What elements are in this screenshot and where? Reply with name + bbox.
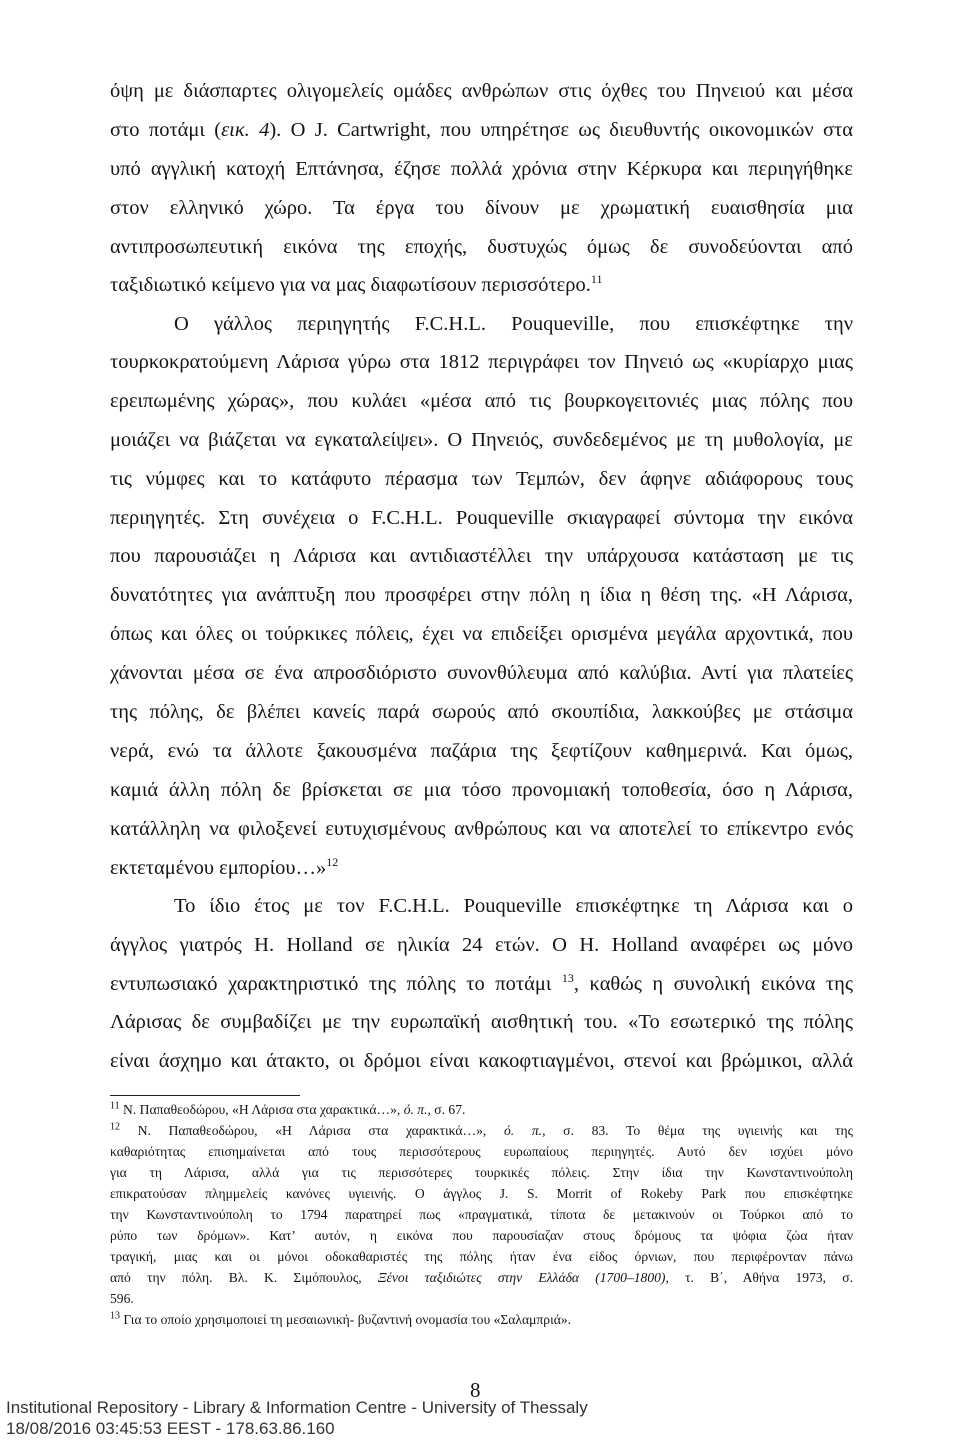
body-line-25: Λάρισας δε συμβαδίζει με την ευρωπαϊκή αισθητική του. «Το εσωτερικό της πόλης [110,1011,853,1033]
body-line-12: περιηγητές. Στη συνέχεια ο F.C.H.L. Pouqueville σκιαγραφεί σύντομα την εικόνα [110,507,853,529]
body-line-2: στο ποτάμι (εικ. 4). Ο J. Cartwright, που υπηρέτησε ως διευθυντής οικονομικών στα [110,119,854,141]
body-line-23: άγγλος γιατρός H. Holland σε ηλικία 24 ετών. Ο H. Holland αναφέρει ως μόνο [110,934,853,956]
body-line-18: νερά, ενώ τα άλλοτε ξακουσμένα παζάρια της ξεφτίζουν καθημερινά. Και όμως, [110,740,853,762]
body-line-7: Ο γάλλος περιηγητής F.C.H.L. Pouqueville, που επισκέφτηκε την [174,313,853,335]
footnote-12-line-5: την Κωνσταντινούπολη το 1794 παρατηρεί πως «πραγματικά, τίποτα δε μετακινούν οι Τούρκοι από το [110,1207,853,1222]
footnote-12-line-3: για τη Λάρισα, αλλά για τις περισσότερες τουρκικές πόλεις. Στην ίδια την Κωνσταντινούπολη [110,1165,853,1180]
body-line-5: αντιπροσωπευτική εικόνα της εποχής, δυστυχώς όμως δε συνοδεύονται από [110,236,853,258]
body-line-17: της πόλης, δε βλέπει κανείς παρά σωρούς από σκουπίδια, λακκούβες με στάσιμα [110,701,853,723]
page-number: 8 [470,1378,481,1402]
footnote-11: $^{11}$ Ν. Παπαθεοδώρου, «Η Λάρισα στα χαρακτικά…», ό. π., σ. 67. [110,1100,466,1117]
body-line-24: εντυπωσιακό χαρακτηριστικό της πόλης το ποτάμι $^{13}$, καθώς η συνολική εικόνα της [110,971,853,995]
footnote-12-line-6: ρύπο των δρόμων». Κατ’ αυτόν, η εικόνα που παρουσίαζαν στους δρόμους τα ψόφια ζώα ήταν [110,1228,853,1243]
book-title: Ξένοι ταξιδιώτες στην Ελλάδα (1700–1800) [377,1270,666,1285]
body-line-8: τουρκοκρατούμενη Λάρισα γύρω στα 1812 περιγράφει τον Πηνειό ως «κυρίαρχο μιας [110,351,853,373]
body-line-22: Το ίδιο έτος με τον F.C.H.L. Pouqueville επισκέφτηκε τη Λάρισα και ο [174,895,853,917]
footnote-12-line-9: 596. [110,1291,134,1306]
body-line-6: ταξιδιωτικό κείμενο για να μας διαφωτίσουν περισσότερο.$^{11}$ [110,272,603,296]
footnote-ref-12: 12 [326,855,339,870]
body-line-4: στον ελληνικό χώρο. Τα έργα του δίνουν με χρωματική ευαισθησία μια [110,197,853,219]
footnote-12-line-7: τραγική, μιας και οι μόνοι οδοκαθαριστές της πόλης ήταν ένα είδος όρνιων, που περιφέρονταν πάνω [110,1249,853,1264]
body-line-26: είναι άσχημο και άτακτο, οι δρόμοι είναι κακοφτιαγμένοι, στενοί και βρώμικοι, αλλά [110,1050,853,1072]
footnote-ref-13: 13 [561,971,574,986]
footnote-12-line-8: από την πόλη. Βλ. Κ. Σιμόπουλος, Ξένοι ταξιδιώτες στην Ελλάδα (1700–1800), τ. Β΄, Αθήνα 1973, σ. [110,1270,853,1285]
repository-watermark: Institutional Repository - Library & Information Centre - University of Thessaly [6,1398,588,1417]
footnote-ref-11: 11 [590,272,603,287]
body-line-13: που παρουσιάζει η Λάρισα και αντιδιαστέλλει την υπάρχουσα κατάσταση με τις [110,545,853,567]
body-line-11: τις νύμφες και το κατάφυτο πέρασμα των Τεμπών, δεν άφηνε αδιάφορους τους [110,468,853,490]
body-line-19: καμιά άλλη πόλη δε βρίσκεται σε μια τόσο προνομιακή τοποθεσία, όσο η Λάρισα, [110,779,853,801]
footnote-12-line-4: επικρατούσαν πλημμελείς κανόνες υγιεινής. Ο άγγλος J. S. Morrit of Rokeby Park που επισκέφτηκε [110,1186,853,1201]
body-line-21: εκτεταμένου εμπορίου…»$^{12}$ [110,855,339,879]
body-line-15: όπως και όλες οι τούρκικες πόλεις, έχει να επιδείξει ορισμένα μεγάλα αρχοντικά, που [110,623,853,645]
body-line-10: μοιάζει να βιάζεται να εγκαταλείψει». Ο Πηνειός, συνδεδεμένος με τη μυθολογία, με [110,429,853,451]
body-line-3: υπό αγγλική κατοχή Επτάνησα, έζησε πολλά χρόνια στην Κέρκυρα και περιηγήθηκε [110,158,853,180]
body-line-9: ερειπωμένης χώρας», που κυλάει «μέσα από τις βουρκογειτονιές μιας πόλης που [110,390,853,412]
body-line-14: δυνατότητες για ανάπτυξη που προσφέρει στην πόλη η ίδια η θέση της. «Η Λάρισα, [110,584,853,606]
body-line-16: χάνονται μέσα σε ένα απροσδιόριστο συνονθύλευμα από καλύβια. Αντί για πλατείες [110,662,853,684]
download-timestamp: 18/08/2016 03:45:53 EEST - 178.63.86.160 [6,1419,335,1438]
footnote-13: $^{13}$ Για το οποίο χρησιμοποιεί τη μεσαιωνική- βυζαντινή ονομασία του «Σαλαμπριά». [110,1310,572,1327]
footnote-12-line-2: καθαριότητας επισημαίνεται από τους περισσότερους ευρωπαίους περιηγητές. Αυτό δεν ισχύει μόνο [110,1144,853,1159]
footnote-12: $^{12}$ Ν. Παπαθεοδώρου, «Η Λάρισα στα χαρακτικά…», ό. π., σ. 83. Το θέμα της υγιεινής και της [110,1121,853,1138]
body-line-20: κατάλληλη να φιλοξενεί ευτυχισμένους ανθρώπους και να αποτελεί το επίκεντρο ενός [110,818,853,840]
figure-reference: εικ. 4 [221,119,270,141]
body-line-1: όψη με διάσπαρτες ολιγομελείς ομάδες ανθρώπων στις όχθες του Πηνειού και μέσα [110,80,853,102]
footnote-separator [110,1095,300,1096]
